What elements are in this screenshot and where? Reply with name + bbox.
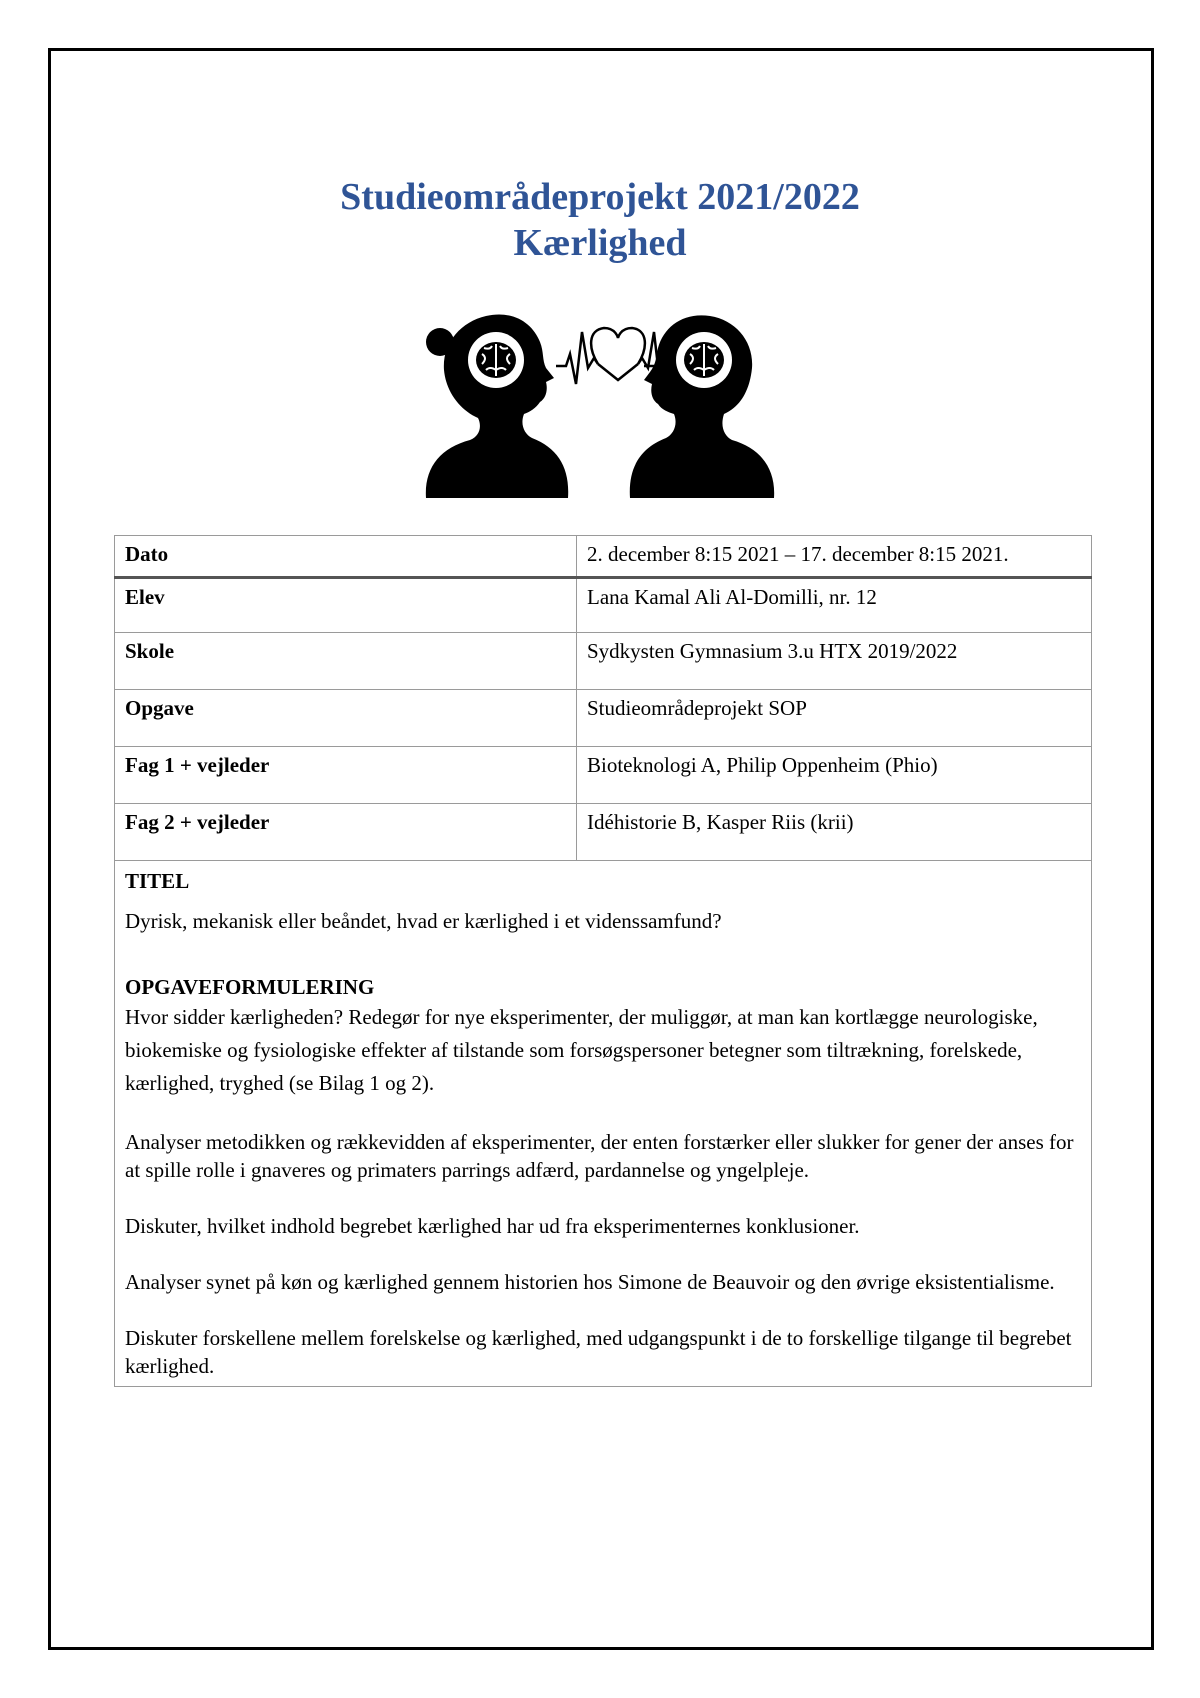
table-row — [115, 804, 1092, 861]
paragraph: Hvor sidder kærligheden? Redegør for nye eksperimenter, der muliggør, at man kan kortlægge neurologiske, biokemiske og fysiologiske effekter af tilstande som forsøgspersoner betegner som tiltrækning, forelskede, kærlighed, tryghed (se Bilag 1 og 2). — [125, 1005, 1038, 1095]
dato-label: Dato — [115, 536, 577, 578]
assignment-cell — [115, 861, 1092, 1387]
paragraph: Diskuter forskellene mellem forelskelse og kærlighed, med udgangspunkt i de to forskellige tilgange til begrebet kærlighed. — [125, 1326, 1072, 1378]
opgave-value: Studieområdeprojekt SOP — [577, 690, 1092, 747]
opgave-heading: OPGAVEFORMULERING — [125, 975, 375, 999]
titel-text: Dyrisk, mekanisk eller beåndet, hvad er kærlighed i et videnssamfund? — [125, 909, 722, 933]
table-row — [115, 690, 1092, 747]
fag2-value: Idéhistorie B, Kasper Riis (krii) — [577, 804, 1092, 861]
fag1-label: Fag 1 + vejleder — [115, 747, 577, 804]
titel-heading: TITEL — [125, 869, 190, 893]
fag1-value: Bioteknologi A, Philip Oppenheim (Phio) — [577, 747, 1092, 804]
skole-value: Sydkysten Gymnasium 3.u HTX 2019/2022 — [577, 633, 1092, 690]
elev-value: Lana Kamal Ali Al-Domilli, nr. 12 — [577, 578, 1092, 633]
skole-label: Skole — [115, 633, 577, 690]
table-row — [115, 578, 1092, 633]
table-row — [115, 747, 1092, 804]
two-heads-brain-heart-icon — [420, 308, 780, 498]
document-title: Studieområdeprojekt 2021/2022 — [340, 176, 860, 218]
table-row — [115, 633, 1092, 690]
info-table — [114, 535, 1092, 1387]
brain-icon-right — [676, 332, 732, 388]
document-subtitle: Kærlighed — [513, 222, 687, 264]
brain-icon-left — [468, 332, 524, 388]
table-row — [115, 536, 1092, 578]
opgave-label: Opgave — [115, 690, 577, 747]
dato-value: 2. december 8:15 2021 – 17. december 8:15 2021. — [577, 536, 1092, 578]
fag2-label: Fag 2 + vejleder — [115, 804, 577, 861]
table-row — [115, 861, 1092, 1387]
paragraph: Diskuter, hvilket indhold begrebet kærlighed har ud fra eksperimenternes konklusioner. — [125, 1214, 860, 1238]
elev-label: Elev — [115, 578, 577, 633]
paragraph: Analyser synet på køn og kærlighed gennem historien hos Simone de Beauvoir og den øvrige eksistentialisme. — [125, 1270, 1055, 1294]
paragraph: Analyser metodikken og rækkevidden af eksperimenter, der enten forstærker eller slukker for gener der anses for at spille rolle i gnaveres og primaters parrings adfærd, pardannelse og yngelpleje. — [125, 1130, 1074, 1182]
